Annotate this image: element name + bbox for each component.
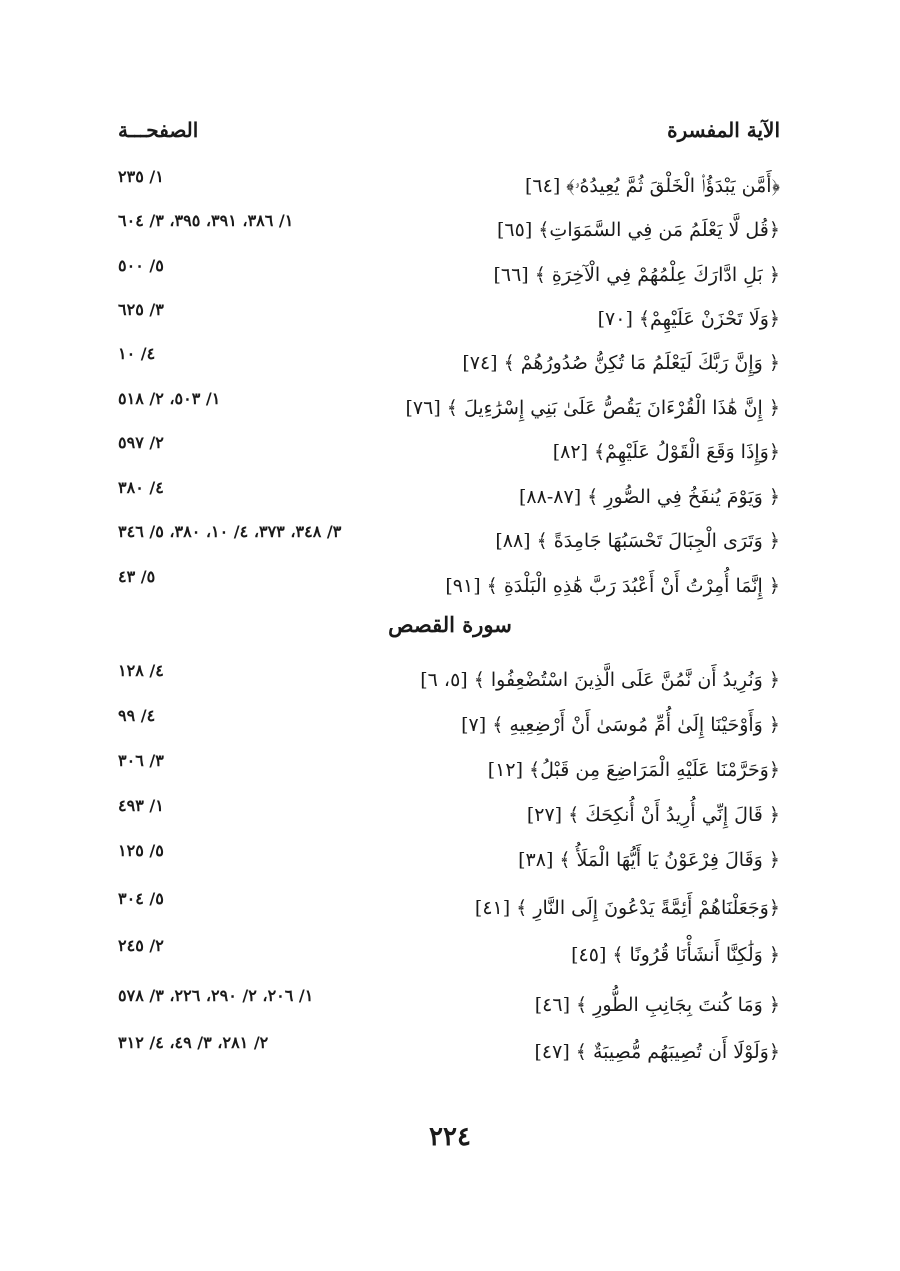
verse-text: ﴿ إِنَّ هَٰذَا الْقُرْءَانَ يَقُصُّ عَلَىٰ بَنِي إِسْرَٰءِيلَ ﴾ [٧٦] xyxy=(405,397,780,419)
page-refs: ١/ ٥٠٣، ٢/ ٥١٨ xyxy=(118,389,221,408)
page-refs: ٢/ ٢٨١، ٣/ ٤٩، ٤/ ٣١٢ xyxy=(118,1033,269,1052)
page-refs: ٥/ ٤٣ xyxy=(118,567,156,586)
verse-text: ﴿ وَلَٰكِنَّا أَنشَأْنَا قُرُونًا ﴾ [٤٥] xyxy=(571,944,780,966)
verse-text: ﴿ وَنُرِيدُ أَن نَّمُنَّ عَلَى الَّذِينَ اسْتُضْعِفُوا ﴾ [٥، ٦] xyxy=(420,669,780,691)
index-row xyxy=(118,299,780,339)
index-row xyxy=(118,705,780,745)
page-column-header: الصفحـــة xyxy=(118,118,199,142)
verse-text: ﴿ وَيَوْمَ يُنفَخُ فِي الصُّورِ ﴾ [٨٧-٨٨] xyxy=(519,486,780,508)
verse-text: ﴿وَلَا تَحْزَنْ عَلَيْهِمْ﴾ [٧٠] xyxy=(597,308,780,330)
page-refs: ٣/ ٣٤٨، ٣٧٣، ٤/ ١٠، ٣٨٠، ٥/ ٣٤٦ xyxy=(118,522,342,541)
verse-text: ﴿ وَمَا كُنتَ بِجَانِبِ الطُّورِ ﴾ [٤٦] xyxy=(534,994,780,1016)
verse-text: ﴿أَمَّن يَبْدَؤُا۟ الْخَلْقَ ثُمَّ يُعِيدُهُۥ﴾ [٦٤] xyxy=(525,175,780,197)
page-refs: ٤/ ٣٨٠ xyxy=(118,478,164,497)
index-row xyxy=(118,985,780,1025)
index-row xyxy=(118,210,780,250)
verse-text: ﴿ وَأَوْحَيْنَا إِلَىٰ أُمِّ مُوسَىٰ أَنْ أَرْضِعِيهِ ﴾ [٧] xyxy=(461,714,780,736)
page-refs: ٣/ ٦٢٥ xyxy=(118,300,164,319)
index-row xyxy=(118,795,780,835)
surah-title: سورة القصص xyxy=(388,612,512,637)
verse-text: ﴿قُل لَّا يَعْلَمُ مَن فِي السَّمَوَاتِ﴾ [٦٥] xyxy=(497,219,780,241)
verse-text: ﴿ بَلِ ادَّارَكَ عِلْمُهُمْ فِي الْآخِرَةِ ﴾ [٦٦] xyxy=(493,264,780,286)
page-refs: ١/ ٢٣٥ xyxy=(118,167,164,186)
index-row xyxy=(118,432,780,472)
verse-column-header: الآية المفسرة xyxy=(667,118,780,142)
page-refs: ١/ ٣٨٦، ٣٩١، ٣٩٥، ٣/ ٦٠٤ xyxy=(118,211,294,230)
verse-text: ﴿ قَالَ إِنِّي أُرِيدُ أَنْ أُنكِحَكَ ﴾ [٢٧] xyxy=(526,804,780,826)
index-row xyxy=(118,840,780,880)
index-row xyxy=(118,388,780,428)
verse-text: ﴿ إِنَّمَا أُمِرْتُ أَنْ أَعْبُدَ رَبَّ هَٰذِهِ الْبَلْدَةِ ﴾ [٩١] xyxy=(445,575,780,597)
index-row xyxy=(118,166,780,206)
page-refs: ٣/ ٣٠٦ xyxy=(118,751,164,770)
page-refs: ٤/ ٩٩ xyxy=(118,706,156,725)
page-refs: ٥/ ٣٠٤ xyxy=(118,889,164,908)
index-row xyxy=(118,1032,780,1072)
verse-text: ﴿ وَتَرَى الْجِبَالَ تَحْسَبُهَا جَامِدَةً ﴾ [٨٨] xyxy=(495,530,780,552)
index-row xyxy=(118,343,780,383)
page-refs: ٥/ ٥٠٠ xyxy=(118,256,164,275)
index-row xyxy=(118,935,780,975)
index-row xyxy=(118,750,780,790)
page-refs: ٤/ ١٠ xyxy=(118,344,156,363)
page-refs: ٢/ ٢٤٥ xyxy=(118,936,164,955)
page-refs: ٥/ ١٢٥ xyxy=(118,841,164,860)
page-refs: ٢/ ٥٩٧ xyxy=(118,433,164,452)
index-row xyxy=(118,521,780,561)
verse-text: ﴿وَحَرَّمْنَا عَلَيْهِ الْمَرَاضِعَ مِن قَبْلُ﴾ [١٢] xyxy=(487,759,780,781)
index-row xyxy=(118,660,780,700)
page-refs: ٤/ ١٢٨ xyxy=(118,661,164,680)
table-header xyxy=(118,118,780,152)
verse-text: ﴿ وَإِنَّ رَبَّكَ لَيَعْلَمُ مَا تُكِنُّ صُدُورُهُمْ ﴾ [٧٤] xyxy=(462,352,780,374)
index-row xyxy=(118,888,780,928)
page-refs: ١/ ٤٩٣ xyxy=(118,796,164,815)
index-row xyxy=(118,255,780,295)
verse-text: ﴿ وَقَالَ فِرْعَوْنُ يَا أَيُّهَا الْمَلَأُ ﴾ [٣٨] xyxy=(518,849,780,871)
verse-text: ﴿وَإِذَا وَقَعَ الْقَوْلُ عَلَيْهِمْ﴾ [٨٢] xyxy=(552,441,780,463)
page-number: ٢٢٤ xyxy=(429,1122,471,1152)
index-row xyxy=(118,477,780,517)
page-refs: ١/ ٢٠٦، ٢/ ٢٩٠، ٢٢٦، ٣/ ٥٧٨ xyxy=(118,986,314,1005)
index-row xyxy=(118,566,780,606)
verse-text: ﴿وَجَعَلْنَاهُمْ أَئِمَّةً يَدْعُونَ إِلَى النَّارِ ﴾ [٤١] xyxy=(474,897,780,919)
verse-text: ﴿وَلَوْلَا أَن تُصِيبَهُم مُّصِيبَةٌ ﴾ [٤٧] xyxy=(534,1041,780,1063)
